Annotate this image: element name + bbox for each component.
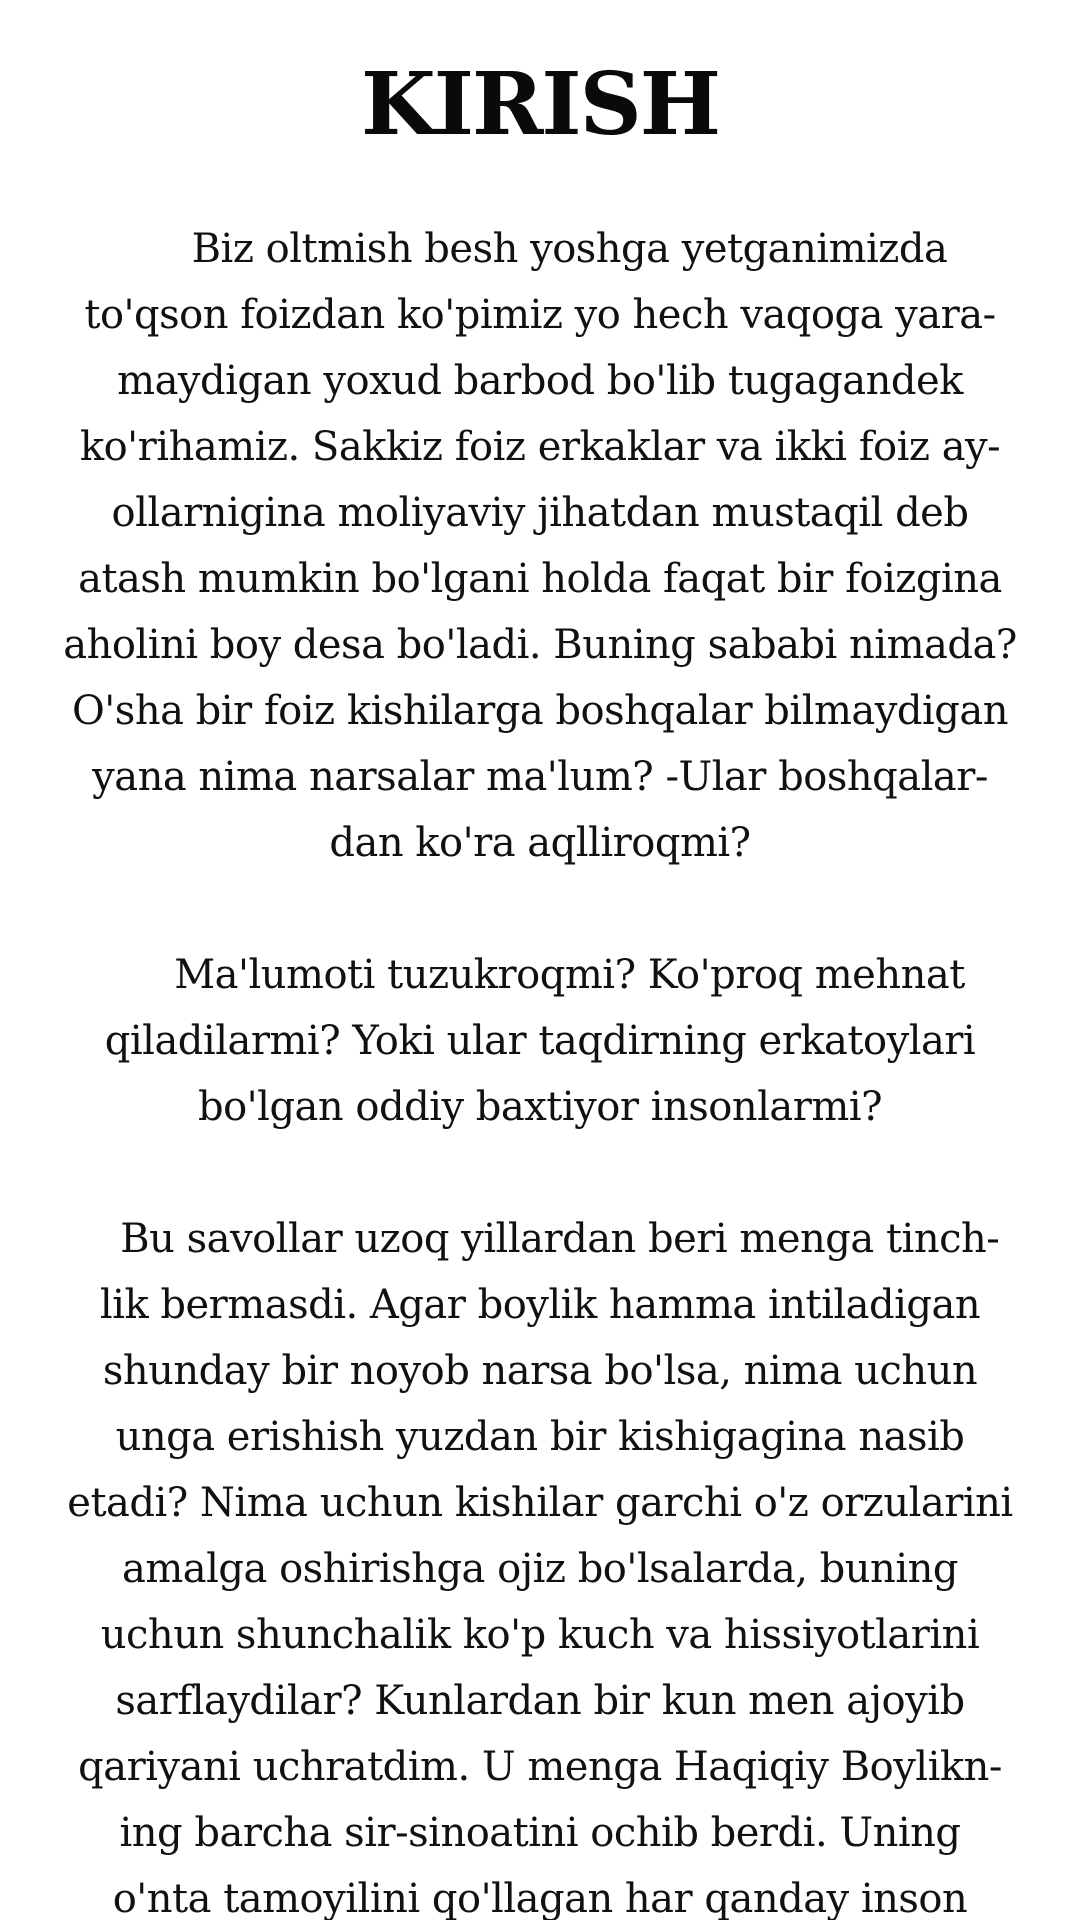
text-line: maydigan yoxud barbod bo'lib tugagandek — [117, 358, 963, 404]
chapter-title: KIRISH — [360, 54, 720, 155]
text-line: sarflaydilar? Kunlardan bir kun men ajoyib — [115, 1678, 965, 1724]
text-line: amalga oshirishga ojiz bo'lsalarda, buning — [122, 1546, 958, 1592]
text-line: Biz oltmish besh yoshga yetganimizda — [191, 226, 948, 272]
text-line: bo'lgan oddiy baxtiyor insonlarmi? — [197, 1084, 883, 1130]
text-line: O'sha bir foiz kishilarga boshqalar bilmaydigan — [72, 688, 1008, 734]
text-line: lik bermasdi. Agar boylik hamma intiladigan — [99, 1282, 981, 1328]
text-line: o'nta tamoyilini qo'llagan har qanday inson — [112, 1876, 968, 1920]
paragraph — [50, 942, 1030, 1140]
text-line: ollarnigina moliyaviy jihatdan mustaqil deb — [111, 490, 969, 536]
text-line: qariyani uchratdim. U menga Haqiqiy Boylikn- — [78, 1744, 1002, 1790]
text-line: qiladilarmi? Yoki ular taqdirning erkatoylari — [104, 1018, 976, 1064]
text-line: shunday bir noyob narsa bo'lsa, nima uchun — [102, 1348, 978, 1394]
text-line: etadi? Nima uchun kishilar garchi o'z orzularini — [67, 1480, 1013, 1526]
text-line: to'qson foizdan ko'pimiz yo hech vaqoga yara- — [84, 292, 996, 338]
text-line: Ma'lumoti tuzukroqmi? Ko'proq mehnat — [174, 952, 965, 998]
text-line: atash mumkin bo'lgani holda faqat bir foizgina — [78, 556, 1002, 602]
text-line: uchun shunchalik ko'p kuch va hissiyotlarini — [100, 1612, 980, 1658]
chapter-body — [50, 216, 1030, 1920]
text-line: dan ko'ra aqlliroqmi? — [329, 820, 751, 866]
text-line: unga erishish yuzdan bir kishigagina nasib — [115, 1414, 965, 1460]
paragraph — [50, 216, 1030, 876]
text-line: ko'rihamiz. Sakkiz foiz erkaklar va ikki foiz ay- — [79, 424, 1001, 470]
paragraph — [50, 1206, 1030, 1920]
text-line: yana nima narsalar ma'lum? -Ular boshqalar- — [92, 754, 988, 800]
text-line: aholini boy desa bo'ladi. Buning sababi nimada? — [63, 622, 1017, 668]
text-line: Bu savollar uzoq yillardan beri menga tinch- — [120, 1216, 1000, 1262]
text-line: ing barcha sir-sinoatini ochib berdi. Uning — [119, 1810, 961, 1856]
